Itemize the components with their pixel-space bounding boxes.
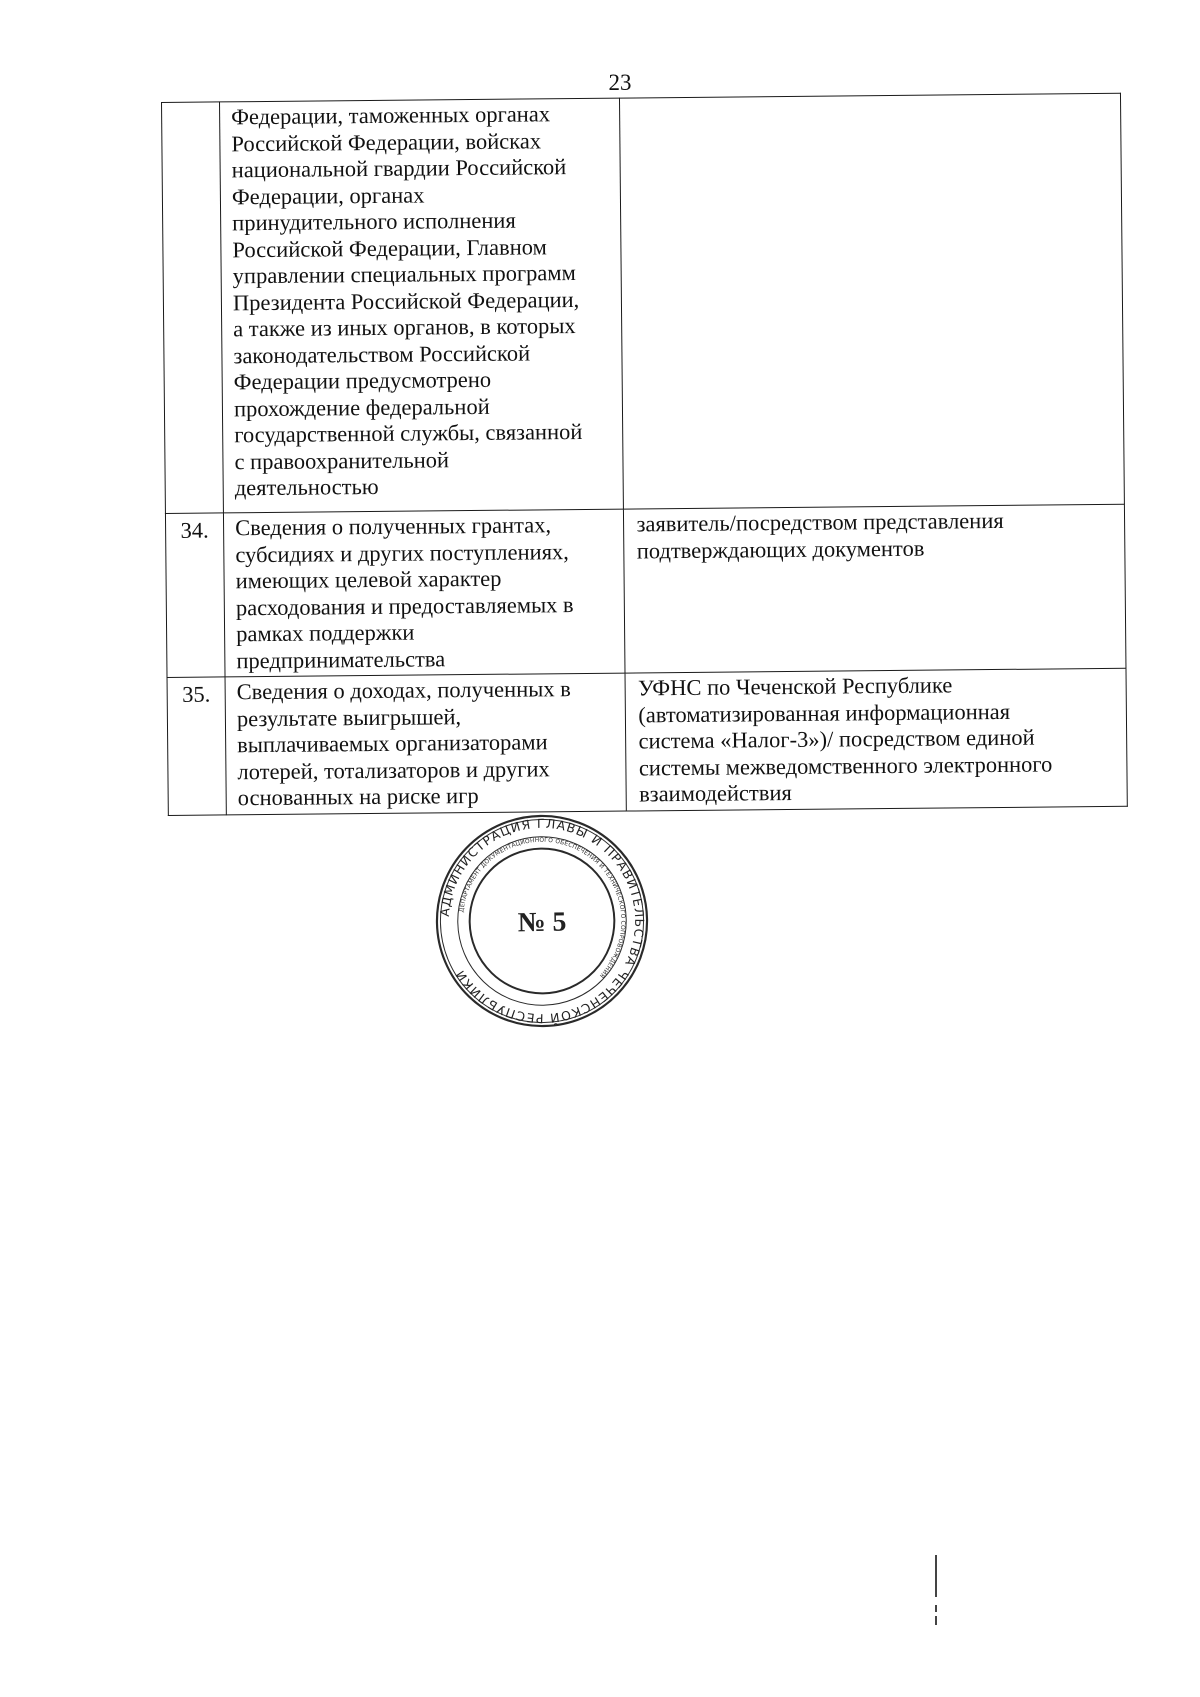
margin-mark	[935, 1616, 937, 1625]
seal-inner-text: ДЕПАРТАМЕНТ ДОКУМЕНТАЦИОННОГО ОБЕСПЕЧЕНИЯ И ТЕХНИЧЕСКОГО СОПРОВОЖДЕНИЯ	[458, 836, 627, 980]
margin-mark	[935, 1555, 937, 1597]
row-source: заявитель/посредством представления подтверждающих документов	[624, 504, 1126, 673]
row-number	[162, 102, 224, 514]
row-source: УФНС по Чеченской Республике (автоматизированная информационная система «Налог-3»)/ посредством единой системы межведомственного электронного взаимодействия	[625, 668, 1127, 810]
data-table	[161, 93, 1128, 816]
row-source	[620, 93, 1124, 509]
row-number: 34.	[165, 513, 225, 678]
table-row	[162, 93, 1125, 513]
row-name: Сведения о полученных грантах, субсидиях и других поступлениях, имеющих целевой характер расходования и предоставляемых в рамках поддержки предпринимательства	[223, 509, 625, 677]
row-name: Федерации, таможенных органах Российской Федерации, войсках национальной гвардии Российской Федерации, органах принудительного исполнения Российской Федерации, Главном управлении специальных программ Президента Российской Федерации, а также из иных органов, в которых законодательством Российской Федерации предусмотрено прохождение федеральной государственной службы, связанной с правоохранительной деятельностью	[220, 98, 624, 513]
page-number: 23	[608, 70, 632, 95]
seal-outer-text: АДМИНИСТРАЦИЯ ГЛАВЫ И ПРАВИТЕЛЬСТВА ЧЕЧЕНСКОЙ РЕСПУБЛИКИ	[437, 816, 647, 1026]
row-number: 35.	[167, 677, 226, 815]
row-name: Сведения о доходах, полученных в результате выигрышей, выплачиваемых организаторами лотерей, тотализаторов и других основанных на риске игр	[225, 673, 627, 814]
table-row	[165, 504, 1126, 677]
table-row	[167, 668, 1127, 815]
margin-mark	[935, 1605, 937, 1612]
seal-number: № 5	[517, 906, 567, 939]
official-seal	[431, 810, 653, 1032]
